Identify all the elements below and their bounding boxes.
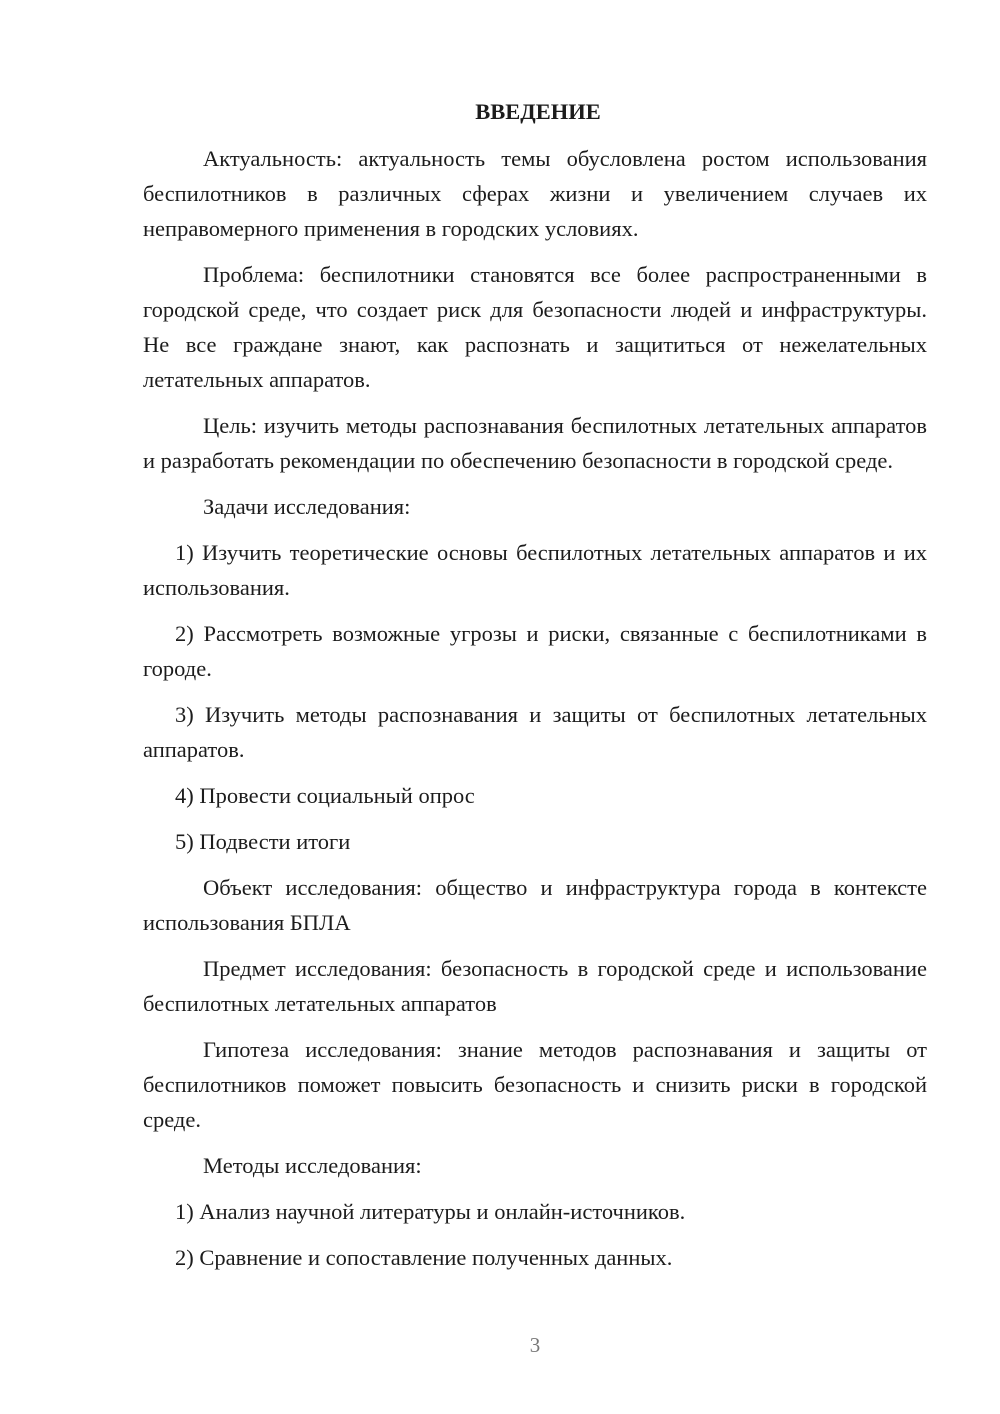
task-item-3: 3) Изучить методы распознавания и защиты от беспилотных летательных аппаратов. [143,702,927,762]
task-item-2: 2) Рассмотреть возможные угрозы и риски, связанные с беспилотниками в городе. [143,621,927,681]
method-item-2: 2) Сравнение и сопоставление полученных данных. [175,1245,673,1270]
paragraph-methods-heading: Методы исследования: [203,1153,422,1178]
task-item-4: 4) Провести социальный опрос [175,783,475,808]
task-item-1: 1) Изучить теоретические основы беспилотных летательных аппаратов и их использования. [143,540,927,600]
paragraph-goal: Цель: изучить методы распознавания беспилотных летательных аппаратов и разработать рекомендации по обеспечению безопасности в городской среде. [143,413,927,473]
page-number: 3 [529,1333,541,1357]
page-body [143,94,927,1286]
task-item-5: 5) Подвести итоги [175,829,351,854]
section-title: ВВЕДЕНИЕ [475,99,601,124]
paragraph-problem: Проблема: беспилотники становятся все более распространенными в городской среде, что создает риск для безопасности людей и инфраструктуры. Не все граждане знают, как распознать и защититься от нежелательных летательных аппаратов. [143,262,927,392]
paragraph-subject: Предмет исследования: безопасность в городской среде и использование беспилотных летательных аппаратов [143,956,927,1016]
method-item-1: 1) Анализ научной литературы и онлайн-источников. [175,1199,686,1224]
paragraph-tasks-heading: Задачи исследования: [203,494,411,519]
paragraph-relevance: Актуальность: актуальность темы обусловлена ростом использования беспилотников в различных сферах жизни и увеличением случаев их неправомерного применения в городских условиях. [143,146,927,241]
paragraph-hypothesis: Гипотеза исследования: знание методов распознавания и защиты от беспилотников поможет повысить безопасность и снизить риски в городской среде. [143,1037,927,1132]
paragraph-object: Объект исследования: общество и инфраструктура города в контексте использования БПЛА [143,875,927,935]
